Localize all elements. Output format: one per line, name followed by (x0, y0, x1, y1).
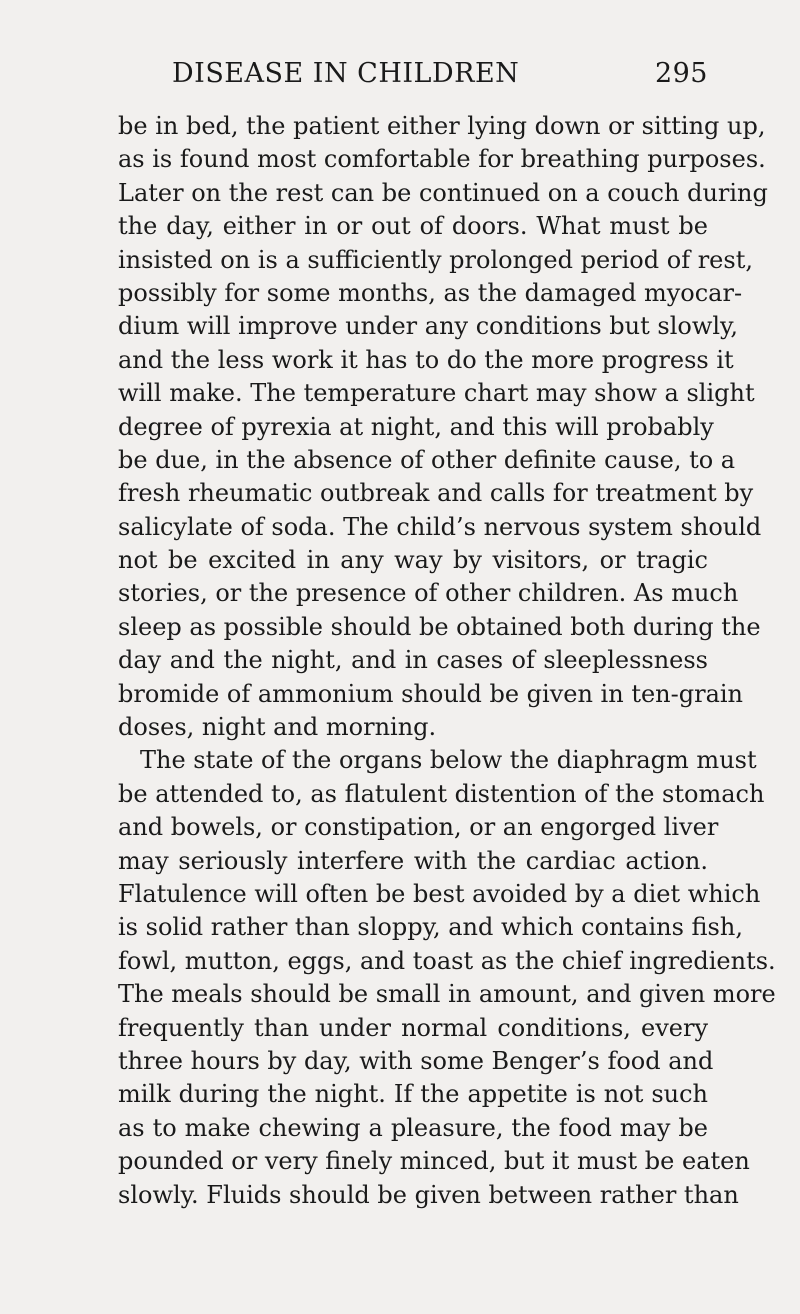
text-line: and bowels, or constipation, or an engorged liver (118, 813, 719, 842)
page-number: 295 (654, 58, 708, 89)
paragraph-last-line: doses, night and morning. (118, 713, 437, 742)
text-line: fresh rheumatic outbreak and calls for treatment by (118, 479, 754, 508)
text-line: pounded or very finely minced, but it must be eaten (118, 1147, 750, 1176)
text-line: possibly for some months, as the damaged myocar- (118, 278, 743, 307)
text-line: Flatulence will often be best avoided by a diet which (118, 879, 761, 908)
running-head (118, 58, 708, 98)
text-line: slowly. Fluids should be given between rather than (118, 1180, 739, 1209)
text-line: degree of pyrexia at night, and this will probably (118, 412, 714, 441)
text-line: dium will improve under any conditions but slowly, (118, 312, 739, 341)
text-line: stories, or the presence of other children. As much (118, 579, 739, 608)
paragraph-first-line: The state of the organs below the diaphragm must (140, 746, 757, 775)
running-title: DISEASE IN CHILDREN (172, 58, 520, 89)
text-line: is solid rather than sloppy, and which contains fish, (118, 913, 743, 942)
text-line: insisted on is a sufficiently prolonged period of rest, (118, 245, 753, 274)
text-line: Later on the rest can be continued on a couch during (118, 178, 768, 207)
text-line: be in bed, the patient either lying down or sitting up, (118, 112, 766, 140)
text-line: as is found most comfortable for breathing purposes. (118, 145, 766, 174)
text-line: may seriously interfere with the cardiac action. (118, 846, 708, 875)
text-line: be attended to, as flatulent distention of the stomach (118, 779, 765, 808)
text-line: as to make chewing a pleasure, the food may be (118, 1113, 708, 1142)
body-text (118, 110, 776, 1212)
text-line: the day, either in or out of doors. What must be (118, 212, 708, 241)
text-line: be due, in the absence of other definite cause, to a (118, 445, 736, 474)
text-line: not be excited in any way by visitors, or tragic (118, 546, 708, 575)
text-line: milk during the night. If the appetite is not such (118, 1080, 708, 1109)
text-line: The meals should be small in amount, and given more (118, 980, 776, 1009)
text-line: sleep as possible should be obtained both during the (118, 612, 761, 641)
text-line: fowl, mutton, eggs, and toast as the chief ingredients. (118, 946, 776, 975)
text-line: salicylate of soda. The child’s nervous system should (118, 512, 762, 541)
text-line: and the less work it has to do the more progress it (118, 345, 734, 374)
text-line: bromide of ammonium should be given in ten-grain (118, 679, 744, 708)
text-line: three hours by day, with some Benger’s food and (118, 1046, 714, 1075)
text-line: will make. The temperature chart may show a slight (118, 379, 755, 408)
text-line: frequently than under normal conditions, every (118, 1013, 708, 1042)
text-line: day and the night, and in cases of sleeplessness (118, 646, 708, 675)
